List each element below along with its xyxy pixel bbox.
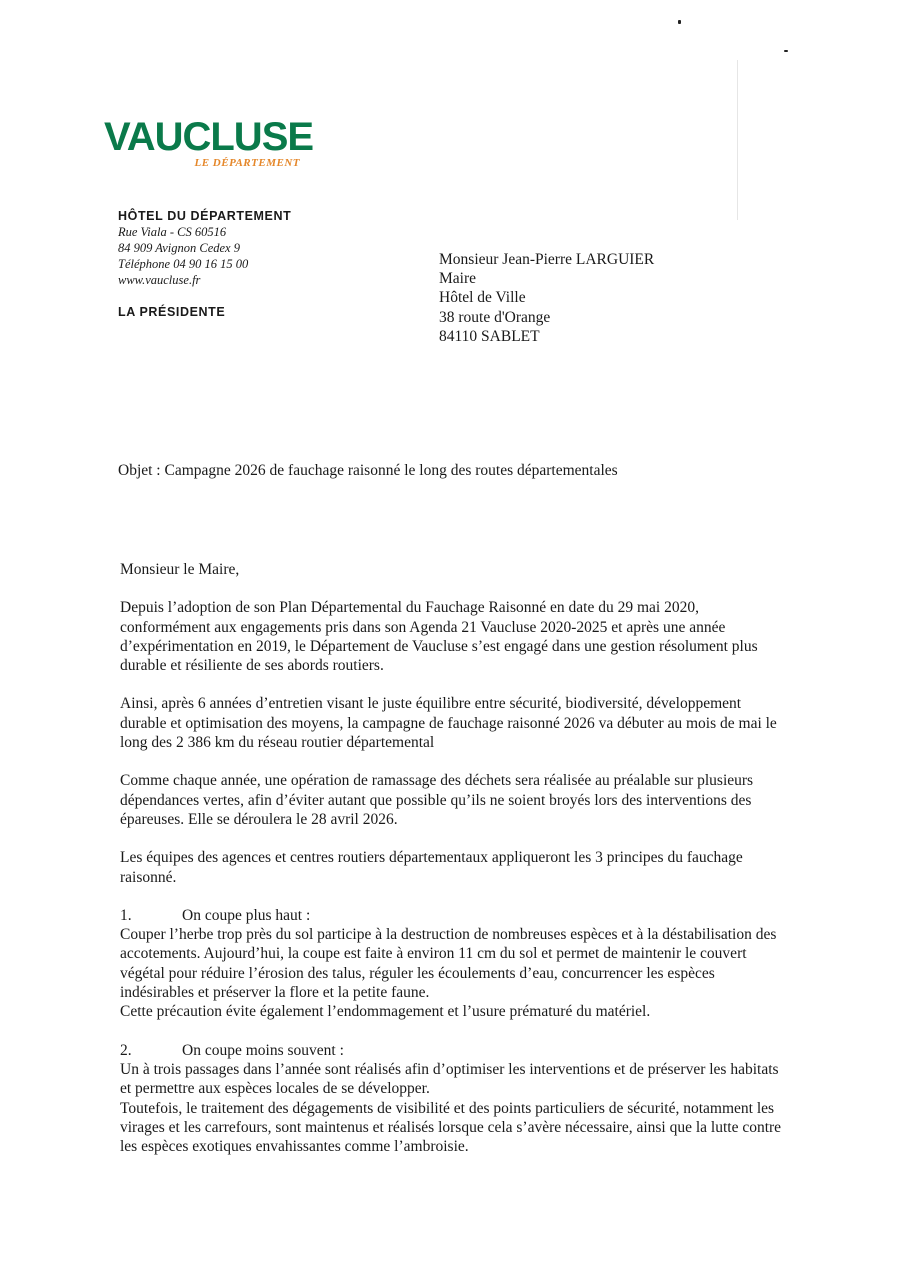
sender-block xyxy=(118,208,318,288)
principle-text: Couper l’herbe trop près du sol participe à la destruction de nombreuses espèces et à la déstabilisation des accotements. Aujourd’hui, la coupe est faite à environ 11 cm du sol et permet de maintenir le couvert végétal pour réduire l’érosion des talus, réguler les écoulements d’eau, concurrencer les espèces indésirables et préserver la flore et la petite faune. xyxy=(120,926,777,1002)
principle-text: Un à trois passages dans l’année sont réalisés afin d’optimiser les interventions et de préserver les habitats et permettre aux espèces locales de se développer. xyxy=(120,1060,779,1098)
recipient-street: 38 route d'Orange xyxy=(439,308,551,326)
recipient-block xyxy=(439,250,654,346)
paragraph-waste-collection: Comme chaque année, une opération de ramassage des déchets sera réalisée au préalable sur plusieurs dépendances vertes, afin d’éviter autant que possible qu’ils ne soient broyés lors des interventions des épareuses. Elle se déroulera le 28 avril 2026. xyxy=(120,772,754,828)
principle-number: 1. xyxy=(120,906,132,924)
principle-item xyxy=(120,906,785,1022)
paragraph-adoption: Depuis l’adoption de son Plan Départemental du Fauchage Raisonné en date du 29 mai 2020, conformément aux engagements pris dans son Agenda 21 Vaucluse 2020-2025 et après une année d’expérimentation en 2019, le Département de Vaucluse s’est engagé dans une gestion résolument plus durable et résiliente de ses abords routiers. xyxy=(120,599,758,675)
letter-body xyxy=(120,560,785,1175)
principle-title: On coupe plus haut : xyxy=(182,906,311,924)
sender-website: www.vaucluse.fr xyxy=(118,273,201,287)
letter-subject: Objet : Campagne 2026 de fauchage raisonné le long des routes départementales xyxy=(118,462,618,479)
scan-edge-line xyxy=(737,60,738,220)
sender-role: LA PRÉSIDENTE xyxy=(118,305,226,319)
principle-item xyxy=(120,1041,785,1157)
recipient-title: Maire xyxy=(439,270,477,288)
department-logo xyxy=(104,115,314,170)
sender-phone: Téléphone 04 90 16 15 00 xyxy=(118,257,249,271)
letter-greeting: Monsieur le Maire, xyxy=(120,561,240,578)
recipient-building: Hôtel de Ville xyxy=(439,289,526,307)
principle-title: On coupe moins souvent : xyxy=(182,1041,344,1059)
paragraph-campaign: Ainsi, après 6 années d’entretien visant le juste équilibre entre sécurité, biodiversité, développement durable et optimisation des moyens, la campagne de fauchage raisonné 2026 va débuter au mois de mai le long des 2 386 km du réseau routier départemental xyxy=(120,695,777,752)
logo-subtitle: LE DÉPARTEMENT xyxy=(194,157,300,169)
principle-number: 2. xyxy=(120,1041,132,1059)
sender-address-line2: 84 909 Avignon Cedex 9 xyxy=(118,241,240,255)
recipient-name: Monsieur Jean-Pierre LARGUIER xyxy=(439,251,655,268)
scan-speck xyxy=(784,50,788,52)
logo-wordmark: VAUCLUSE xyxy=(104,115,314,159)
principle-text-extra: Toutefois, le traitement des dégagements de visibilité et des points particuliers de sécurité, notamment les virages et les carrefours, sont maintenus et réalisés lorsque cela s’avère nécessaire, ainsi que la lutte contre les espèces exotiques envahissantes comme l’ambroisie. xyxy=(120,1099,782,1156)
sender-address-line1: Rue Viala - CS 60516 xyxy=(118,225,227,239)
principle-text-extra: Cette précaution évite également l’endommagement et l’usure prématuré du matériel. xyxy=(120,1003,651,1021)
scan-speck xyxy=(678,20,681,24)
recipient-city: 84110 SABLET xyxy=(439,327,540,345)
principle-heading xyxy=(120,1041,785,1060)
sender-title: HÔTEL DU DÉPARTEMENT xyxy=(118,209,292,223)
paragraph-principles-intro: Les équipes des agences et centres routiers départementaux appliqueront les 3 principes du fauchage raisonné. xyxy=(120,849,743,886)
principle-heading xyxy=(120,906,785,925)
